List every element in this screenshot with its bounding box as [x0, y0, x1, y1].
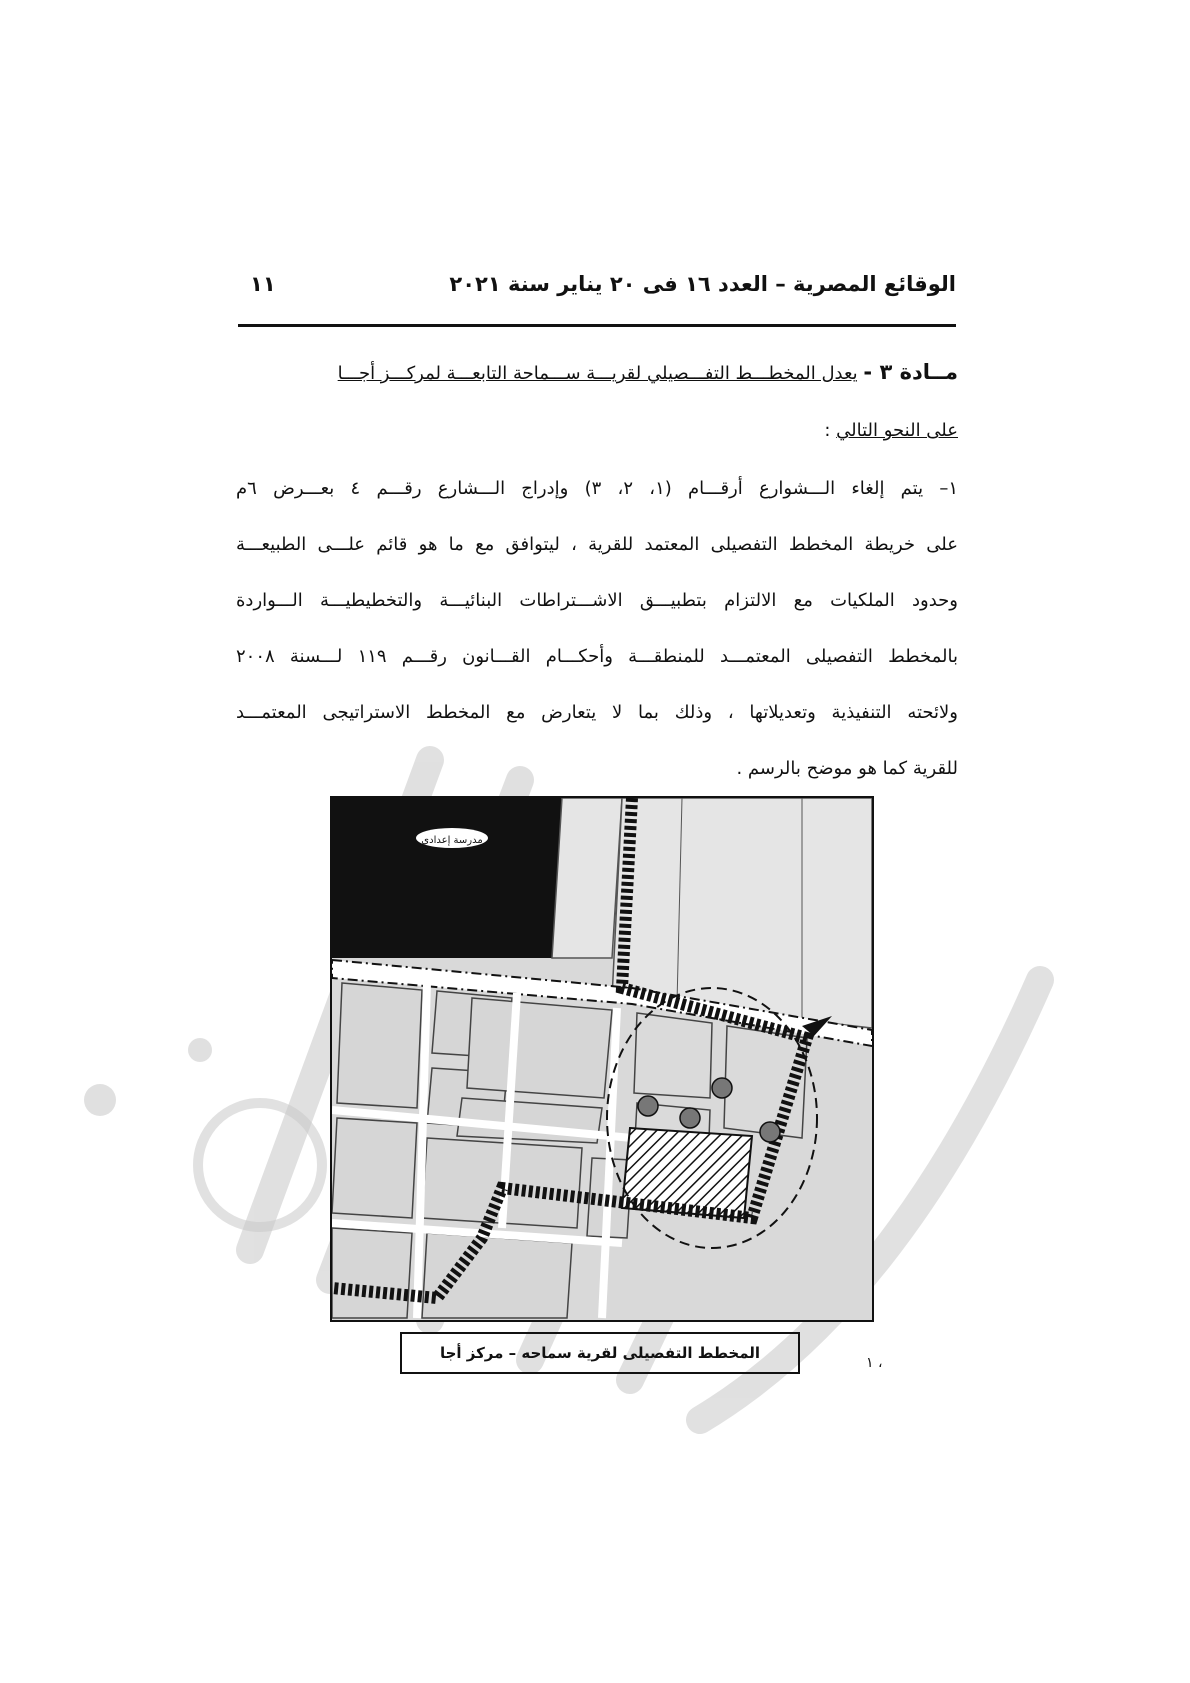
paragraph-line: وحدود الملكيات مع الالتزام بتطبيـــق الاشـــتراطات البنائيـــة والتخطيطيـــة الـــواردة: [236, 590, 958, 611]
page-header: [238, 272, 956, 312]
paragraph-line: ولائحته التنفيذية وتعديلاتها ، وذلك بما لا يتعارض مع المخطط الاستراتيجى المعتمـــد: [236, 702, 958, 723]
map-drawing: [332, 798, 872, 1320]
colon: :: [824, 420, 837, 441]
map-caption: المخطط التفصيلى لقرية سماحه – مركز أجا: [400, 1332, 800, 1374]
village-plan-map: [330, 796, 874, 1322]
article-heading-line2: [236, 420, 958, 454]
article-heading-text: يعدل المخطـــط التفـــصيلي لقريـــة ســـماحة التابعـــة لمركـــز أجـــا: [337, 363, 858, 384]
article-paragraph: [236, 478, 958, 778]
page-number: ١١: [250, 272, 276, 296]
article-subheading: على النحو التالي: [836, 420, 958, 441]
gazette-title: الوقائع المصرية – العدد ١٦ فى ٢٠ يناير سنة ٢٠٢١: [449, 272, 956, 296]
side-mark: ١ ،: [866, 1355, 883, 1371]
school-block: [332, 798, 562, 958]
paragraph-line: للقرية كما هو موضح بالرسم .: [736, 758, 958, 779]
paragraph-line: بالمخطط التفصيلى المعتمـــد للمنطقـــة وأحكـــام القـــانون رقـــم ١١٩ لـــسنة ٢٠٠٨: [236, 646, 959, 667]
article-heading: [236, 360, 958, 400]
paragraph-line: ١– يتم إلغاء الـــشوارع أرقـــام (١، ٢، ٣) وإدراج الـــشارع رقـــم ٤ بعـــرض ٦م: [236, 478, 959, 499]
article-number: مــادة ٣ -: [863, 360, 958, 384]
header-divider: [238, 324, 956, 327]
paragraph-line: على خريطة المخطط التفصيلى المعتمد للقرية ، ليتوافق مع ما هو قائم علـــى الطبيعـــة: [236, 534, 958, 555]
school-label: مدرسة إعدادى: [421, 835, 483, 846]
